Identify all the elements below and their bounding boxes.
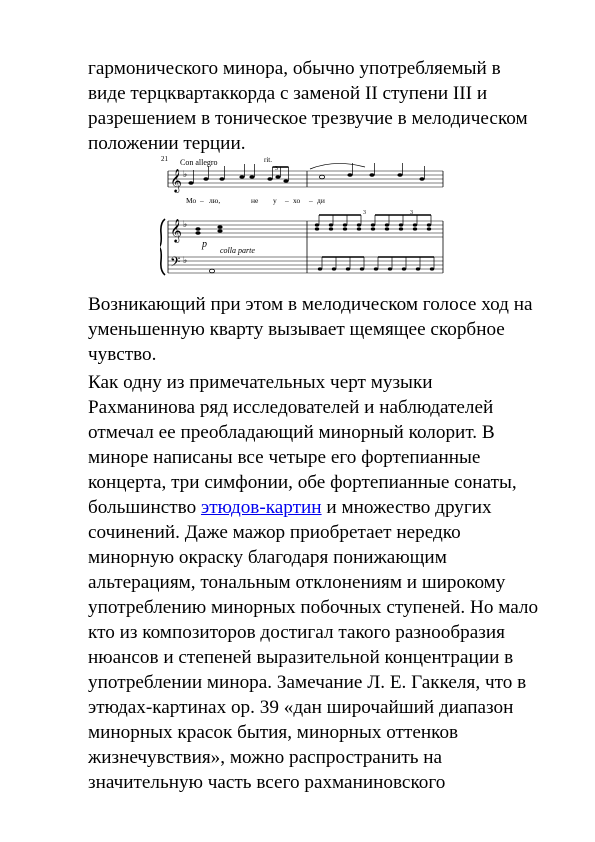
lyric-syllable: – — [200, 196, 204, 205]
tempo-marking: Con allegro — [180, 158, 218, 167]
melody-stems — [194, 163, 425, 183]
lyric-syllable: хо — [293, 196, 301, 205]
lyric-syllable: Мо — [186, 196, 197, 205]
text-line: сочинений. Даже мажор приобретает нередко — [88, 522, 461, 543]
flat-icon: ♭ — [183, 169, 188, 179]
clef-icons — [170, 170, 182, 273]
text-fragment: большинство — [88, 497, 201, 518]
text-line: гармонического минора, обычно употребляемый в — [88, 58, 501, 79]
lyric-syllable: лю, — [209, 196, 221, 205]
triplet-number: 3 — [363, 210, 366, 216]
paragraph-intro — [88, 56, 558, 156]
paragraph-quart — [88, 292, 558, 367]
treble-clef-icon: 𝄞 — [170, 220, 182, 242]
text-line: уменьшенную кварту вызывает щемящее скорбное — [88, 319, 505, 340]
key-signature-icons — [183, 169, 187, 265]
text-line: разрешением в тоническое трезвучие в мелодическом — [88, 108, 528, 129]
etudes-tableaux-link[interactable]: этюдов-картин — [200, 497, 322, 518]
text-line: Возникающий при этом в мелодическом голосе ход на — [88, 294, 533, 315]
text-line: этюдах-картинах ор. 39 «дан широчайший диапазон — [88, 697, 514, 718]
text-line: минорных красок бытия, минорных оттенков — [88, 722, 459, 743]
text-line: виде терцквартаккорда с заменой II ступени III и — [88, 83, 488, 104]
lyric-syllable: у — [273, 196, 277, 205]
ritardando-marking: rit. — [264, 156, 272, 164]
text-line: жизнечувствия», можно распространить на — [88, 747, 443, 768]
text-line-with-link — [88, 495, 558, 520]
piano-brace-icon — [160, 219, 165, 275]
dynamic-marking: p — [202, 239, 207, 250]
text-line: употреблении минора. Замечание Л. Е. Гаккеля, что в — [88, 672, 527, 693]
lyric-syllable: – — [309, 196, 313, 205]
text-line: значительную часть всего рахманиновского — [88, 772, 446, 793]
text-line: альтерациям, тональным отклонениям и широкому — [88, 572, 506, 593]
text-line: Как одну из примечательных черт музыки — [88, 372, 433, 393]
staff-lines — [168, 171, 443, 273]
text-line: кто из композиторов достигал такого разнообразия — [88, 622, 505, 643]
paragraph-minor-colour — [88, 370, 558, 795]
text-line: чувство. — [88, 344, 157, 365]
text-line: положении терции. — [88, 133, 246, 154]
text-fragment: и множество других — [321, 497, 492, 518]
text-line: отмечал ее преобладающий минорный колорит. В — [88, 422, 495, 443]
barlines — [168, 171, 443, 273]
lyrics-line — [186, 196, 325, 205]
music-score-example — [160, 153, 444, 283]
lyric-syllable: – — [285, 196, 289, 205]
colla-parte-marking: colla parte — [220, 246, 255, 255]
flat-icon: ♭ — [183, 255, 188, 265]
text-line: Рахманинова ряд исследователей и наблюдателей — [88, 397, 494, 418]
text-line: нюансов и степеней выразительной концентрации в — [88, 647, 514, 668]
treble-clef-icon: 𝄞 — [170, 170, 182, 192]
text-line: концерта, три симфонии, обе фортепианные сонаты, — [88, 472, 517, 493]
flat-icon: ♭ — [183, 219, 188, 229]
bass-clef-icon: 𝄢 — [170, 256, 181, 273]
text-line: миноре написаны все четыре его фортепианные — [88, 447, 481, 468]
measure-number: 21 — [161, 155, 168, 163]
lyric-syllable: не — [251, 196, 259, 205]
triplet-number: 3 — [410, 210, 413, 216]
triplet-number: 3 — [275, 166, 278, 172]
text-line: минорную окраску благодаря понижающим — [88, 547, 447, 568]
lyric-syllable: ди — [317, 196, 325, 205]
text-line: употреблению минорных побочных ступеней. Но мало — [88, 597, 539, 618]
